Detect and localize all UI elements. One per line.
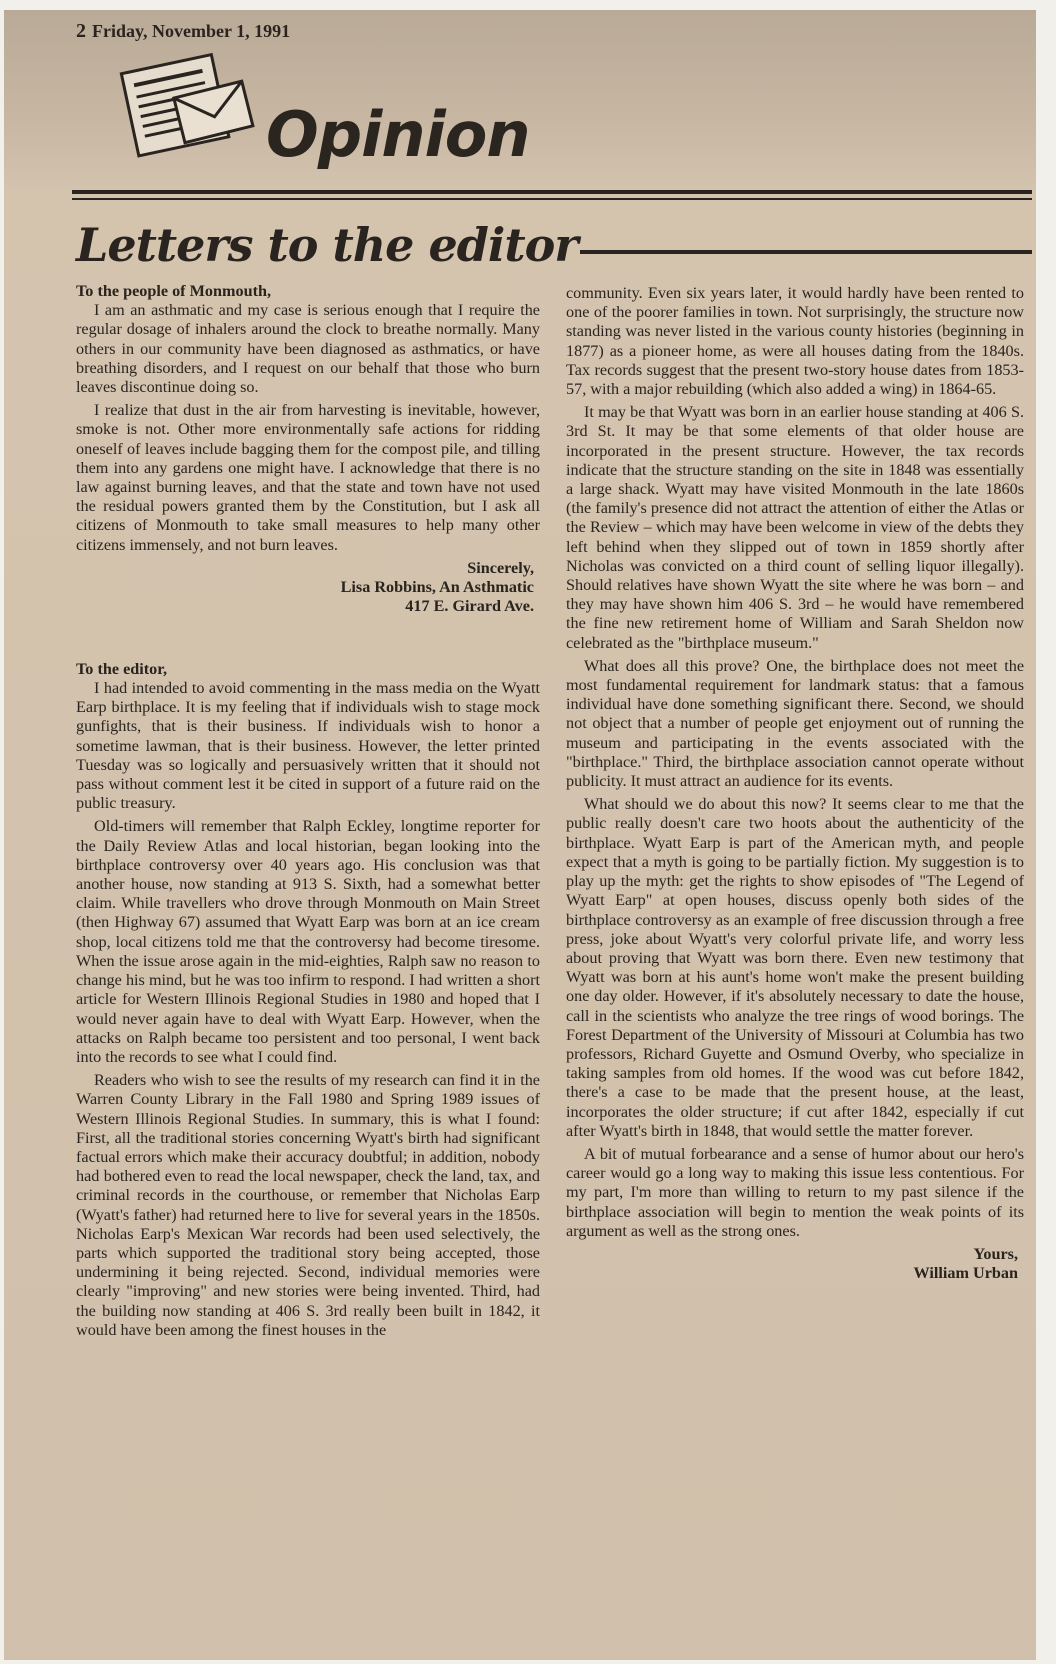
letter2-paragraph: I had intended to avoid commenting in the mass media on the Wyatt Earp birthplace. It is my feeling that if individuals wish to stage mock gunfights, that is their business. If individuals wish to honor a sometime lawman, that is their business. However, the letter printed Tuesday was so logically and persuasively written that it should not pass without comment lest it be cited in support of a future raid on the public treasury. — [76, 679, 540, 813]
letter1-paragraph: I am an asthmatic and my case is serious enough that I require the regular dosage of inhalers around the clock to breathe normally. Many others in our community have been diagnosed as asthmatics, or have breathing disorders, and I request on our behalf that those who burn leaves discontinue doing so. — [76, 301, 540, 397]
letter1-signoff — [76, 559, 534, 616]
issue-date: Friday, November 1, 1991 — [92, 21, 291, 41]
letter2-signature: William Urban — [913, 1263, 1018, 1282]
letter1-address: 417 E. Girard Ave. — [405, 596, 534, 615]
headline-row — [76, 210, 1032, 280]
letter2-paragraph-continued: community. Even six years later, it would hardly have been rented to one of the poorer families in town. Not surprisingly, the structure now standing was never listed in the various county histories (beginning in 1877) as a pioneer home, as were all houses dating from the 1840s. Tax records suggest that the present two-story house dates from 1853-57, with a major rebuilding (which also added a wing) in 1864-65. — [566, 284, 1024, 399]
dateline — [76, 20, 290, 43]
letter1-closing: Sincerely, — [467, 558, 534, 577]
page-number: 2 — [76, 20, 86, 42]
section-title: Opinion — [266, 98, 530, 171]
masthead-rule — [72, 190, 1032, 194]
letter2-signoff — [566, 1245, 1018, 1283]
newspaper-letter-icon — [112, 50, 262, 170]
letter1-signature: Lisa Robbins, An Asthmatic — [340, 577, 534, 596]
letter2-paragraph: It may be that Wyatt was born in an earlier house standing at 406 S. 3rd St. It may be that some elements of that older house are incorporated in the present structure. However, the tax records indicate that the structure standing on the site in 1848 was essentially a large shack. Wyatt may have visited Monmouth in the late 1860s (the family's presence did not attract the attention of either the Atlas or the Review – which may have been welcome in view of the debts they left behind when they slipped out of town in 1859 shortly after Nicholas was convicted on a third count of selling liquor illegally). Should relatives have shown Wyatt the site where he was born – and they may have shown him 406 S. 3rd – he would have remembered the fine new retirement home of William and Sarah Sheldon now celebrated as the "birthplace museum." — [566, 403, 1024, 652]
headline: Letters to the editor — [76, 218, 578, 272]
letter2-paragraph: What does all this prove? One, the birthplace does not meet the most fundamental requirement for landmark status: that a famous individual have done something significant there. Second, we should not object that a number of people get enjoyment out of running the museum and participating in the events associated with the "birthplace." Third, the birthplace association cannot operate without publicity. It must attract an audience for its events. — [566, 656, 1024, 791]
letter1-salutation: To the people of Monmouth, — [76, 282, 272, 300]
letter2-paragraph: A bit of mutual forbearance and a sense of humor about our hero's career would go a long way to making this issue less contentious. For my part, I'm more than willing to return to my past silence if the birthplace association will begin to mention the weak points of its argument as well as the strong ones. — [566, 1144, 1024, 1240]
headline-rule — [580, 250, 1032, 254]
letter2-paragraph: Readers who wish to see the results of my research can find it in the Warren County Library in the Fall 1980 and Spring 1989 issues of Western Illinois Regional Studies. In summary, this is what I found: First, all the traditional stories concerning Wyatt's birth had significant factual errors which make their accuracy doubtful; in addition, nobody had bothered even to read the local newspaper, check the land, tax, and criminal records in the courthouse, or remember that Nicholas Earp (Wyatt's father) had returned here to live for several years in the 1850s. Nicholas Earp's Mexican War records had been used selectively, the parts which supported the traditional story being accepted, those undermining it being rejected. Second, individual memories were clearly "improving" and new stories were being invented. Third, had the building now standing at 406 S. 3rd really been built in 1842, it would have been among the finest houses in the — [76, 1071, 540, 1339]
letter2-paragraph: Old-timers will remember that Ralph Eckley, longtime reporter for the Daily Review Atlas and local historian, began looking into the birthplace controversy over 40 years ago. His conclusion was that another house, now standing at 913 S. Sixth, had a somewhat better claim. While travellers who drove through Monmouth on Main Street (then Highway 67) assumed that Wyatt Earp was born at an ice cream shop, local citizens told me that the controversy had become tiresome. When the issue arose again in the mid-eighties, Ralph saw no reason to change his mind, but he was too infirm to respond. I had written a short article for Western Illinois Regional Studies in 1980 and hoped that I would never again have to deal with Wyatt Earp. However, when the attacks on Ralph became too persistent and too personal, I went back into the records to see what I could find. — [76, 817, 540, 1066]
column-left — [76, 282, 540, 1344]
letter2-closing: Yours, — [973, 1244, 1018, 1263]
letter2-paragraph: What should we do about this now? It seems clear to me that the public really doesn't care two hoots about the authenticity of the birthplace. Wyatt Earp is part of the American myth, and people expect that a myth is going to be partially fiction. My suggestion is to play up the myth: get the rights to show episodes of "The Legend of Wyatt Earp" at open houses, discuss openly both sides of the birthplace controversy as an example of free discussion through a free press, joke about Wyatt's very colorful private life, and worry less about proving that Wyatt was born there. Even new testimony that Wyatt was born at his aunt's home won't make the present building one day older. However, if it's absolutely necessary to date the house, call in the scientists who analyze the tree rings of wood borings. The Forest Department of the University of Missouri at Columbia has two professors, Richard Guyette and Osmund Overby, who specialize in taking samples from old homes. If the wood was cut before 1842, there's a case to be made that the present house, at the least, incorporates the older structure; if cut after 1842, especially if cut after Wyatt's birth in 1848, that would settle the matter forever. — [566, 795, 1024, 1140]
column-right — [566, 284, 1024, 1283]
letter1-paragraph: I realize that dust in the air from harvesting is inevitable, however, smoke is not. Other more environmentally safe actions for ridding oneself of leaves include bagging them for the compost pile, and tilling them into any gardens one might have. I acknowledge that there is no law against burning leaves, and that the state and town have not used the residual powers granted them by the Constitution, but I ask all citizens of Monmouth to take small measures to help many other citizens immensely, and not burn leaves. — [76, 401, 540, 554]
masthead-rule-thin — [72, 198, 1032, 200]
masthead — [4, 10, 1036, 188]
letter2-salutation: To the editor, — [76, 659, 167, 678]
newspaper-clipping — [4, 10, 1036, 1660]
